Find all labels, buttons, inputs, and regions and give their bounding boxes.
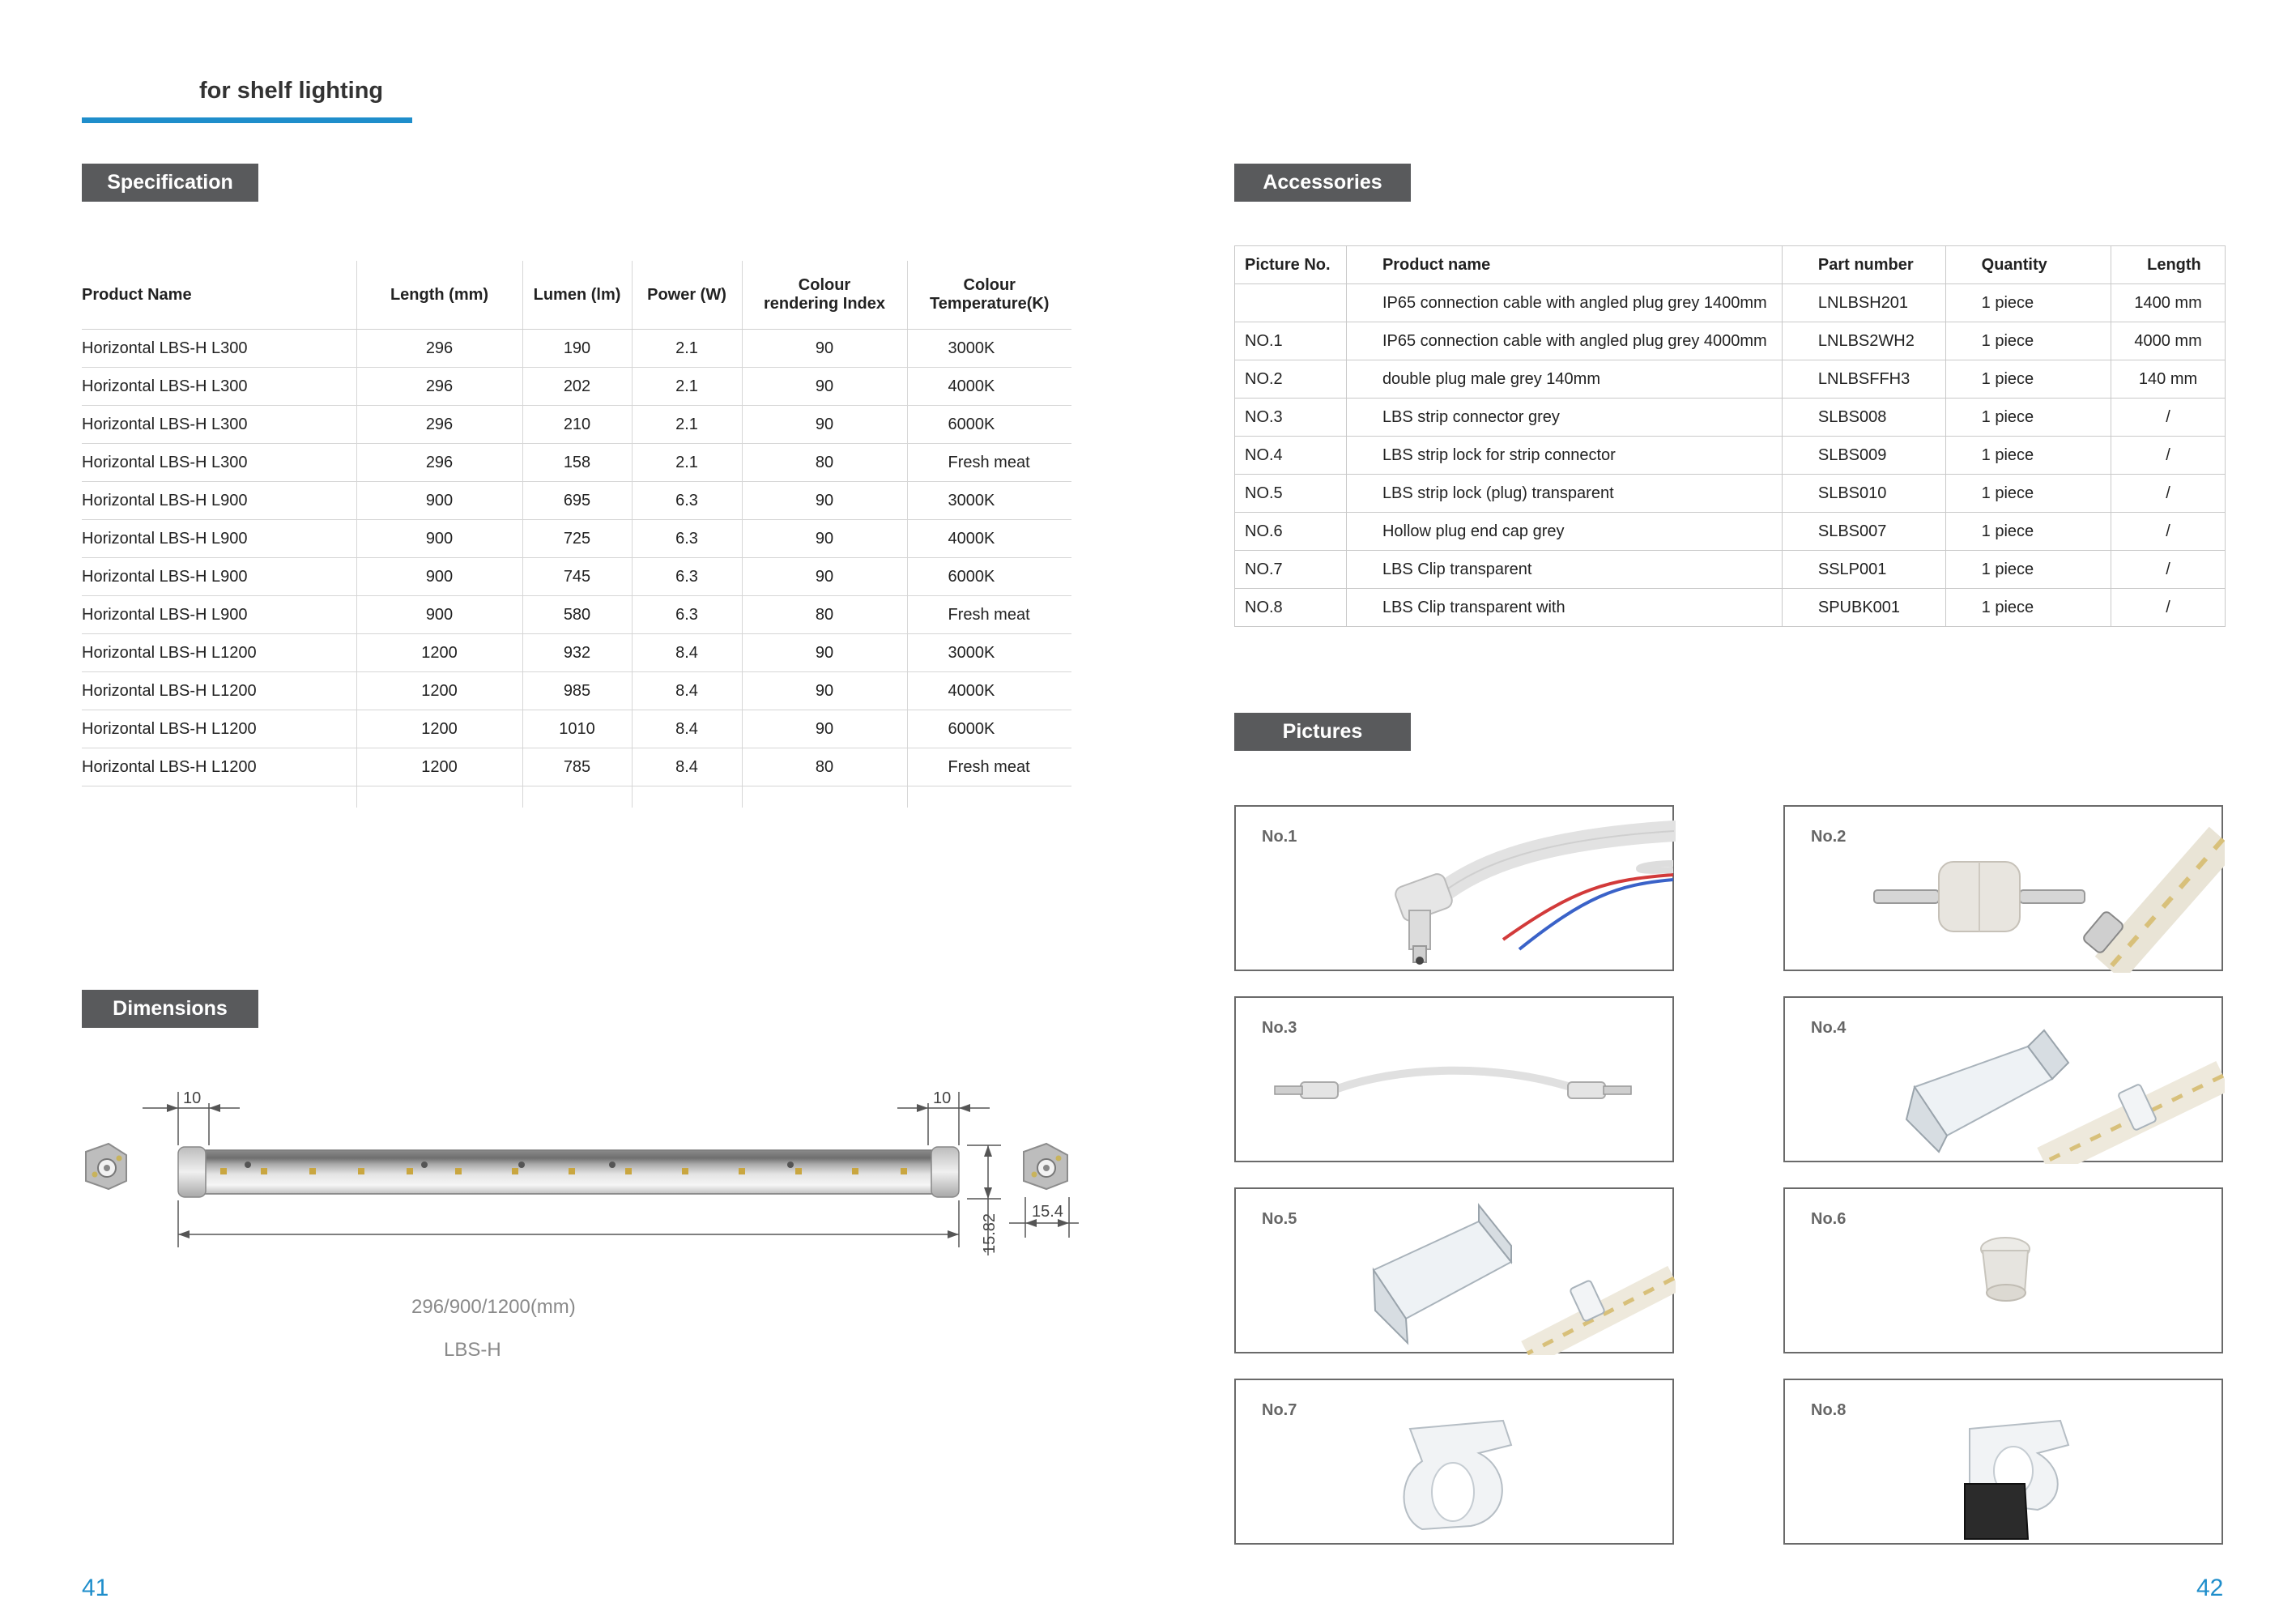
- length-cell: 296: [356, 330, 522, 368]
- power-cell: 6.3: [632, 558, 742, 596]
- picture-no-cell: NO.3: [1235, 399, 1347, 437]
- strip-lock-plug-image: [1236, 1189, 1676, 1355]
- length-cell: /: [2111, 551, 2226, 589]
- power-cell: 2.1: [632, 330, 742, 368]
- lumen-cell: 695: [522, 482, 632, 520]
- part-number-cell: SLBS009: [1782, 437, 1945, 475]
- table-spacer-row: [82, 786, 1071, 808]
- table-row: [1235, 589, 2226, 627]
- product-name-cell: Horizontal LBS-H L1200: [82, 748, 356, 786]
- page-heading: for shelf lighting: [199, 78, 384, 104]
- lumen-cell: 202: [522, 368, 632, 406]
- temperature-cell: 4000K: [907, 672, 1071, 710]
- length-cell: /: [2111, 437, 2226, 475]
- col-length-acc: Length: [2111, 246, 2226, 284]
- height-value: 15.82: [981, 1213, 999, 1254]
- length-cell: /: [2111, 399, 2226, 437]
- table-row: [1235, 322, 2226, 360]
- temperature-cell: 3000K: [907, 330, 1071, 368]
- accessories-table: [1234, 245, 2226, 627]
- table-row: [1235, 284, 2226, 322]
- temperature-cell: Fresh meat: [907, 596, 1071, 634]
- col-product-name-acc: Product name: [1346, 246, 1782, 284]
- length-cell: 900: [356, 558, 522, 596]
- cri-cell: 90: [742, 710, 907, 748]
- cri-cell: 90: [742, 368, 907, 406]
- angled-plug-cable-image: [1236, 807, 1676, 973]
- cri-cell: 90: [742, 634, 907, 672]
- col-quantity: Quantity: [1945, 246, 2111, 284]
- page-number-right: 42: [2196, 1575, 2224, 1601]
- length-cell: 1200: [356, 748, 522, 786]
- quantity-cell: 1 piece: [1945, 284, 2111, 322]
- lumen-cell: 158: [522, 444, 632, 482]
- cri-cell: 80: [742, 748, 907, 786]
- specification-label: Specification: [82, 164, 258, 202]
- lumen-cell: 932: [522, 634, 632, 672]
- temperature-cell: 3000K: [907, 634, 1071, 672]
- left-offset-value: 10: [183, 1089, 202, 1107]
- picture-box-6: [1783, 1187, 2223, 1353]
- picture-label: No.5: [1262, 1210, 1297, 1228]
- quantity-cell: 1 piece: [1945, 322, 2111, 360]
- temperature-cell: 6000K: [907, 710, 1071, 748]
- length-caption: 296/900/1200(mm): [411, 1296, 576, 1318]
- power-cell: 6.3: [632, 520, 742, 558]
- picture-box-7: [1234, 1379, 1674, 1545]
- picture-label: No.3: [1262, 1019, 1297, 1037]
- part-number-cell: LNLBS2WH2: [1782, 322, 1945, 360]
- picture-label: No.2: [1811, 828, 1847, 846]
- cri-cell: 90: [742, 330, 907, 368]
- quantity-cell: 1 piece: [1945, 437, 2111, 475]
- temperature-cell: 4000K: [907, 520, 1071, 558]
- col-product-name: Product Name: [82, 261, 356, 330]
- table-row: [82, 330, 1071, 368]
- picture-label: No.8: [1811, 1401, 1847, 1419]
- length-cell: /: [2111, 589, 2226, 627]
- table-row: [82, 710, 1071, 748]
- lumen-cell: 1010: [522, 710, 632, 748]
- length-cell: 1200: [356, 672, 522, 710]
- picture-box-1: [1234, 805, 1674, 971]
- acc-header-row: [1235, 246, 2226, 284]
- product-name-cell: Horizontal LBS-H L300: [82, 406, 356, 444]
- spacer-cell: [356, 786, 522, 808]
- table-row: [1235, 551, 2226, 589]
- double-plug-image: [1785, 807, 2225, 973]
- length-cell: 1400 mm: [2111, 284, 2226, 322]
- product-name-cell: Hollow plug end cap grey: [1346, 513, 1782, 551]
- lumen-cell: 785: [522, 748, 632, 786]
- product-name-cell: LBS strip lock for strip connector: [1346, 437, 1782, 475]
- temperature-cell: Fresh meat: [907, 748, 1071, 786]
- lumen-cell: 745: [522, 558, 632, 596]
- end-cap-profile-left: [86, 1144, 126, 1189]
- product-name-cell: Horizontal LBS-H L1200: [82, 710, 356, 748]
- power-cell: 8.4: [632, 710, 742, 748]
- col-cri: [742, 261, 907, 330]
- picture-label: No.4: [1811, 1019, 1847, 1037]
- length-cell: 900: [356, 596, 522, 634]
- quantity-cell: 1 piece: [1945, 399, 2111, 437]
- spacer-cell: [82, 786, 356, 808]
- spacer-cell: [522, 786, 632, 808]
- clip-image: [1236, 1380, 1676, 1546]
- table-row: [82, 444, 1071, 482]
- length-cell: 296: [356, 444, 522, 482]
- picture-no-cell: NO.7: [1235, 551, 1347, 589]
- table-row: [1235, 399, 2226, 437]
- cri-cell: 80: [742, 444, 907, 482]
- table-row: [82, 558, 1071, 596]
- dimensions-label: Dimensions: [82, 990, 258, 1028]
- col-lumen: Lumen (lm): [522, 261, 632, 330]
- power-cell: 8.4: [632, 634, 742, 672]
- power-cell: 6.3: [632, 482, 742, 520]
- part-number-cell: LNLBSFFH3: [1782, 360, 1945, 399]
- part-number-cell: SLBS008: [1782, 399, 1945, 437]
- picture-no-cell: [1235, 284, 1347, 322]
- length-cell: 4000 mm: [2111, 322, 2226, 360]
- table-row: [82, 406, 1071, 444]
- temperature-cell: 6000K: [907, 406, 1071, 444]
- accessories-label: Accessories: [1234, 164, 1411, 202]
- cri-cell: 90: [742, 406, 907, 444]
- product-name-cell: Horizontal LBS-H L900: [82, 596, 356, 634]
- led-bar: [178, 1147, 959, 1197]
- right-offset-value: 10: [933, 1089, 952, 1107]
- quantity-cell: 1 piece: [1945, 551, 2111, 589]
- temperature-cell: 3000K: [907, 482, 1071, 520]
- product-name-cell: Horizontal LBS-H L1200: [82, 634, 356, 672]
- cri-cell: 90: [742, 520, 907, 558]
- strip-lock-image: [1785, 998, 2225, 1164]
- temperature-cell: Fresh meat: [907, 444, 1071, 482]
- product-name-cell: Horizontal LBS-H L300: [82, 368, 356, 406]
- product-name-cell: Horizontal LBS-H L300: [82, 330, 356, 368]
- pictures-label: Pictures: [1234, 713, 1411, 751]
- picture-box-4: [1783, 996, 2223, 1162]
- picture-no-cell: NO.5: [1235, 475, 1347, 513]
- temp-line1: Colour: [963, 276, 1016, 294]
- lumen-cell: 190: [522, 330, 632, 368]
- cri-cell: 80: [742, 596, 907, 634]
- product-name-cell: LBS strip connector grey: [1346, 399, 1782, 437]
- product-name-cell: IP65 connection cable with angled plug grey 1400mm: [1346, 284, 1782, 322]
- picture-box-5: [1234, 1187, 1674, 1353]
- clip-with-pad-image: [1785, 1380, 2225, 1546]
- power-cell: 8.4: [632, 672, 742, 710]
- lumen-cell: 210: [522, 406, 632, 444]
- length-cell: /: [2111, 513, 2226, 551]
- col-power: Power (W): [632, 261, 742, 330]
- table-row: [1235, 475, 2226, 513]
- quantity-cell: 1 piece: [1945, 360, 2111, 399]
- lumen-cell: 985: [522, 672, 632, 710]
- part-number-cell: LNLBSH201: [1782, 284, 1945, 322]
- col-part-number: Part number: [1782, 246, 1945, 284]
- power-cell: 8.4: [632, 748, 742, 786]
- col-temperature: [907, 261, 1071, 330]
- col-picture-no: Picture No.: [1235, 246, 1347, 284]
- picture-no-cell: NO.4: [1235, 437, 1347, 475]
- table-row: [82, 368, 1071, 406]
- picture-box-3: [1234, 996, 1674, 1162]
- picture-label: No.7: [1262, 1401, 1297, 1419]
- table-row: [1235, 437, 2226, 475]
- part-number-cell: SLBS007: [1782, 513, 1945, 551]
- cri-cell: 90: [742, 672, 907, 710]
- length-cell: 296: [356, 406, 522, 444]
- lumen-cell: 725: [522, 520, 632, 558]
- picture-no-cell: NO.2: [1235, 360, 1347, 399]
- part-number-cell: SPUBK001: [1782, 589, 1945, 627]
- cri-line2: rendering Index: [763, 295, 886, 313]
- temperature-cell: 6000K: [907, 558, 1071, 596]
- col-length: Length (mm): [356, 261, 522, 330]
- table-row: [82, 748, 1071, 786]
- end-cap-image: [1785, 1189, 2225, 1355]
- product-name-cell: Horizontal LBS-H L900: [82, 482, 356, 520]
- spacer-cell: [742, 786, 907, 808]
- width-value: 15.4: [1032, 1203, 1063, 1221]
- product-name-cell: Horizontal LBS-H L300: [82, 444, 356, 482]
- picture-no-cell: NO.8: [1235, 589, 1347, 627]
- model-caption: LBS-H: [444, 1339, 501, 1361]
- page-number-left: 41: [82, 1575, 109, 1601]
- product-name-cell: LBS Clip transparent with: [1346, 589, 1782, 627]
- table-row: [82, 520, 1071, 558]
- quantity-cell: 1 piece: [1945, 513, 2111, 551]
- length-cell: 900: [356, 482, 522, 520]
- length-cell: /: [2111, 475, 2226, 513]
- lumen-cell: 580: [522, 596, 632, 634]
- power-cell: 2.1: [632, 444, 742, 482]
- picture-label: No.6: [1811, 1210, 1847, 1228]
- picture-no-cell: NO.1: [1235, 322, 1347, 360]
- power-cell: 6.3: [632, 596, 742, 634]
- product-name-cell: LBS Clip transparent: [1346, 551, 1782, 589]
- end-cap-profile-right: [1024, 1144, 1067, 1189]
- product-name-cell: Horizontal LBS-H L1200: [82, 672, 356, 710]
- temperature-cell: 4000K: [907, 368, 1071, 406]
- table-row: [82, 634, 1071, 672]
- cri-cell: 90: [742, 558, 907, 596]
- spec-header-row: [82, 261, 1071, 330]
- power-cell: 2.1: [632, 368, 742, 406]
- dimension-drawing: [78, 1085, 1082, 1280]
- product-name-cell: Horizontal LBS-H L900: [82, 520, 356, 558]
- table-row: [82, 482, 1071, 520]
- cri-line1: Colour: [798, 276, 851, 294]
- power-cell: 2.1: [632, 406, 742, 444]
- length-cell: 140 mm: [2111, 360, 2226, 399]
- picture-box-2: [1783, 805, 2223, 971]
- specification-table: [82, 261, 1071, 808]
- length-cell: 1200: [356, 634, 522, 672]
- part-number-cell: SLBS010: [1782, 475, 1945, 513]
- heading-underline: [82, 117, 412, 123]
- table-row: [1235, 360, 2226, 399]
- part-number-cell: SSLP001: [1782, 551, 1945, 589]
- quantity-cell: 1 piece: [1945, 589, 2111, 627]
- product-name-cell: double plug male grey 140mm: [1346, 360, 1782, 399]
- table-row: [82, 596, 1071, 634]
- table-row: [1235, 513, 2226, 551]
- temp-line2: Temperature(K): [930, 295, 1050, 313]
- picture-label: No.1: [1262, 828, 1297, 846]
- picture-no-cell: NO.6: [1235, 513, 1347, 551]
- product-name-cell: IP65 connection cable with angled plug grey 4000mm: [1346, 322, 1782, 360]
- picture-box-8: [1783, 1379, 2223, 1545]
- quantity-cell: 1 piece: [1945, 475, 2111, 513]
- table-row: [82, 672, 1071, 710]
- length-cell: 296: [356, 368, 522, 406]
- spacer-cell: [907, 786, 1071, 808]
- spacer-cell: [632, 786, 742, 808]
- length-cell: 1200: [356, 710, 522, 748]
- cri-cell: 90: [742, 482, 907, 520]
- product-name-cell: LBS strip lock (plug) transparent: [1346, 475, 1782, 513]
- product-name-cell: Horizontal LBS-H L900: [82, 558, 356, 596]
- strip-connector-image: [1236, 998, 1676, 1164]
- length-cell: 900: [356, 520, 522, 558]
